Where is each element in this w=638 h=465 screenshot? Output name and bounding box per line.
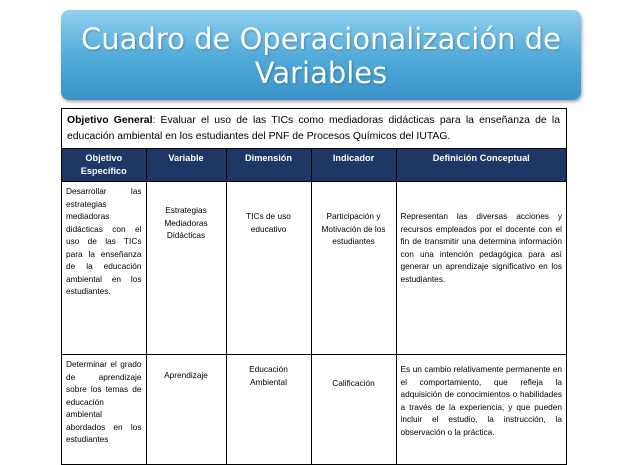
slide-title-line-2: Variables [254, 56, 388, 90]
slide-title-banner [61, 10, 581, 100]
cell-indicador: Participación y Motivación de los estudiantes [311, 182, 396, 355]
cell-objetivo: Determinar el grado de aprendizaje sobre los temas de educación ambiental abordados en los estudiantes [62, 355, 146, 465]
general-objective [62, 109, 566, 149]
cell-variable: Aprendizaje [146, 355, 226, 465]
header-indicador: Indicador [311, 149, 396, 182]
general-objective-text: : Evaluar el uso de las TICs como mediadoras didácticas para la enseñanza de la educación ambiental en los estudiantes del PNF de Procesos Químicos del IUTAG. [67, 115, 560, 142]
slide-title-line-1: Cuadro de Operacionalización de [81, 22, 561, 56]
cell-definicion: Representan las diversas acciones y recursos empleados por el docente con el fin de transmitir una determina información con una intención pedagógica para así generar un aprendizaje significativo en los estudiantes. [396, 182, 566, 355]
cell-objetivo: Desarrollar las estrategias mediadoras didácticas con el uso de las TICs para la enseñanza de la educación ambiental en los estudiantes. [62, 182, 146, 355]
cell-definicion: Es un cambio relativamente permanente en el comportamiento, que refleja la adquisición de conocimientos o habilidades a través de la experiencia, y que pueden incluir el estudio, la instrucción, la observación o la práctica. [400, 364, 562, 437]
general-objective-label: Objetivo General [67, 115, 153, 126]
table-header-row [62, 149, 566, 182]
cell-variable: Estrategias Mediadoras Didácticas [146, 182, 226, 355]
cell-indicador: Calificación [311, 355, 396, 465]
header-objetivo-especifico: Objetivo Específico [62, 149, 146, 182]
operationalization-table [62, 149, 566, 464]
operationalization-document [61, 108, 567, 465]
cell-dimension: Educación Ambiental [226, 355, 311, 465]
table-row [62, 182, 566, 355]
header-variable: Variable [146, 149, 226, 182]
cell-dimension: TICs de uso educativo [226, 182, 311, 355]
header-definicion-conceptual: Definición Conceptual [396, 149, 566, 182]
header-dimension: Dimensión [226, 149, 311, 182]
table-row [62, 355, 566, 465]
